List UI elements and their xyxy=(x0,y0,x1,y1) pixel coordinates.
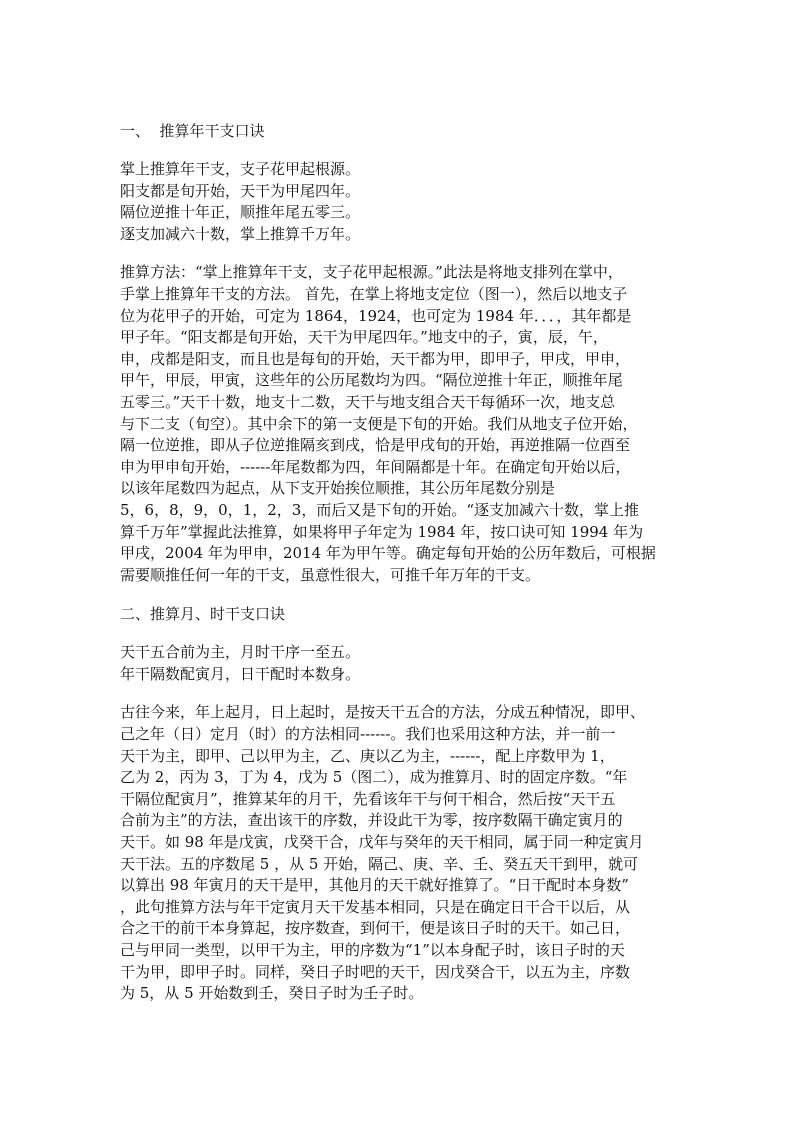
text-line: 天干为主，即甲、己以甲为主，乙、庚以乙为主，------，配上序数甲为 1， xyxy=(120,746,615,765)
document-page xyxy=(120,120,675,1005)
verse-line: 掌上推算年干支，支子花甲起根源。 xyxy=(120,160,361,178)
text-line: 己之年（日）定月（时）的方法相同------。我们也采用这种方法，并一前一 xyxy=(120,725,616,744)
text-line: 推算方法：“掌上推算年干支，支子花甲起根源。”此法是将地支排列在掌中， xyxy=(120,263,623,282)
text-line: 需要顺推任何一年的干支，虽意性很大，可推千年万年的干支。 xyxy=(120,565,541,584)
text-line: 甲戌，2004 年为甲申，2014 年为甲午等。确定每旬开始的公历年数后，可根据 xyxy=(120,544,656,563)
text-line: 干隔位配寅月”，推算某年的月干，先看该年干与何干相合，然后按“天干五 xyxy=(120,789,616,808)
text-line: 合前为主”的方法，查出该干的序数，并设此干为零，按序数隔干确定寅月的 xyxy=(120,811,623,830)
text-line: 位为花甲子的开始，可定为 1864，1924，也可定为 1984 年．．．，其年都是 xyxy=(120,306,632,325)
verse-line: 逐支加减六十数，掌上推算千万年。 xyxy=(120,224,361,243)
text-line: ，此句推算方法与年干定寅月天干发基本相同，只是在确定日干合干以后，从 xyxy=(120,897,631,916)
verse-line: 年干隔数配寅月，日干配时本数身。 xyxy=(120,664,361,683)
section-2-heading: 二、推算月、时干支口诀 xyxy=(120,605,286,624)
text-line: 己与甲同一类型，以甲干为主，甲的序数为“1”以本身配子时，该日子时的天 xyxy=(120,941,625,959)
text-line: 五零三。”天干十数，地支十二数，天干与地支组合天干每循环一次，地支总 xyxy=(120,392,616,411)
verse-line: 阳支都是旬开始，天干为甲尾四年。 xyxy=(120,181,361,200)
text-line: 5，6，8，9，0，1，2，3，而后又是下旬的开始。“逐支加减六十数，掌上推 xyxy=(120,500,640,519)
text-line: 干为甲，即甲子时。同样，癸日子时吧的天干，因戊癸合干，以五为主，序数 xyxy=(120,962,631,981)
section-2-verse xyxy=(120,642,675,685)
text-line: 隔一位逆推，即从子位逆推隔亥到戌，恰是甲戌旬的开始，再逆推隔一位酉至 xyxy=(120,436,631,455)
text-line: 为 5，从 5 开始数到壬，癸日子时为壬子时。 xyxy=(120,984,424,1003)
verse-line: 隔位逆推十年正，顺推年尾五零三。 xyxy=(120,203,361,222)
spacer xyxy=(120,586,675,603)
section-2-paragraph xyxy=(120,702,675,1004)
text-line: 以算出 98 年寅月的天干是甲，其他月的天干就好推算了。“日干配时本身数” xyxy=(120,876,629,895)
text-line: 甲子年。“阳支都是旬开始，天干为甲尾四年。”地支中的子，寅，辰，午， xyxy=(120,328,608,347)
text-line: 算千万年”掌握此法推算，如果将甲子年定为 1984 年，按口诀可知 1994 年为 xyxy=(120,522,644,541)
text-line: 甲午，甲辰，甲寅，这些年的公历尾数均为四。“隔位逆推十年正，顺推年尾 xyxy=(120,371,623,390)
text-line: 以该年尾数四为起点，从下支开始挨位顺推，其公历年尾数分别是 xyxy=(120,479,556,498)
text-line: 古往今来，年上起月，日上起时，是按天干五合的方法，分成五种情况，即甲、 xyxy=(120,703,646,722)
text-line: 天干。如 98 年是戊寅，戊癸干合，戊年与癸年的天干相同，属于同一种定寅月 xyxy=(120,833,644,852)
text-line: 天干法。五的序数尾 5 ，从 5 开始，隔己、庚、辛、壬、癸五天干到甲，就可 xyxy=(120,854,639,873)
text-line: 与下二支（旬空）。其中余下的第一支便是下旬的开始。我们从地支子位开始， xyxy=(120,414,638,433)
text-line: 申为甲申旬开始，------年尾数都为四，年间隔都是十年。在确定旬开始以后， xyxy=(120,457,631,476)
verse-line: 天干五合前为主，月时干序一至五。 xyxy=(120,643,361,662)
text-line: 申，戌都是阳支，而且也是每旬的开始，天干都为甲，即甲子，甲戌，甲申， xyxy=(120,349,631,368)
section-1-verse xyxy=(120,159,675,245)
section-1-heading: 一、 推算年干支口诀 xyxy=(120,122,265,140)
text-line: 手掌上推算年干支的方法。 首先，在掌上将地支定位（图一），然后以地支子 xyxy=(120,284,628,303)
text-line: 合之干的前干本身算起，按序数查，到何干，便是该日子时的天干。如己日， xyxy=(120,919,631,938)
section-1-paragraph xyxy=(120,262,675,586)
text-line: 乙为 2，丙为 3，丁为 4，戊为 5（图二），成为推算月、时的固定序数。“年 xyxy=(120,768,628,787)
